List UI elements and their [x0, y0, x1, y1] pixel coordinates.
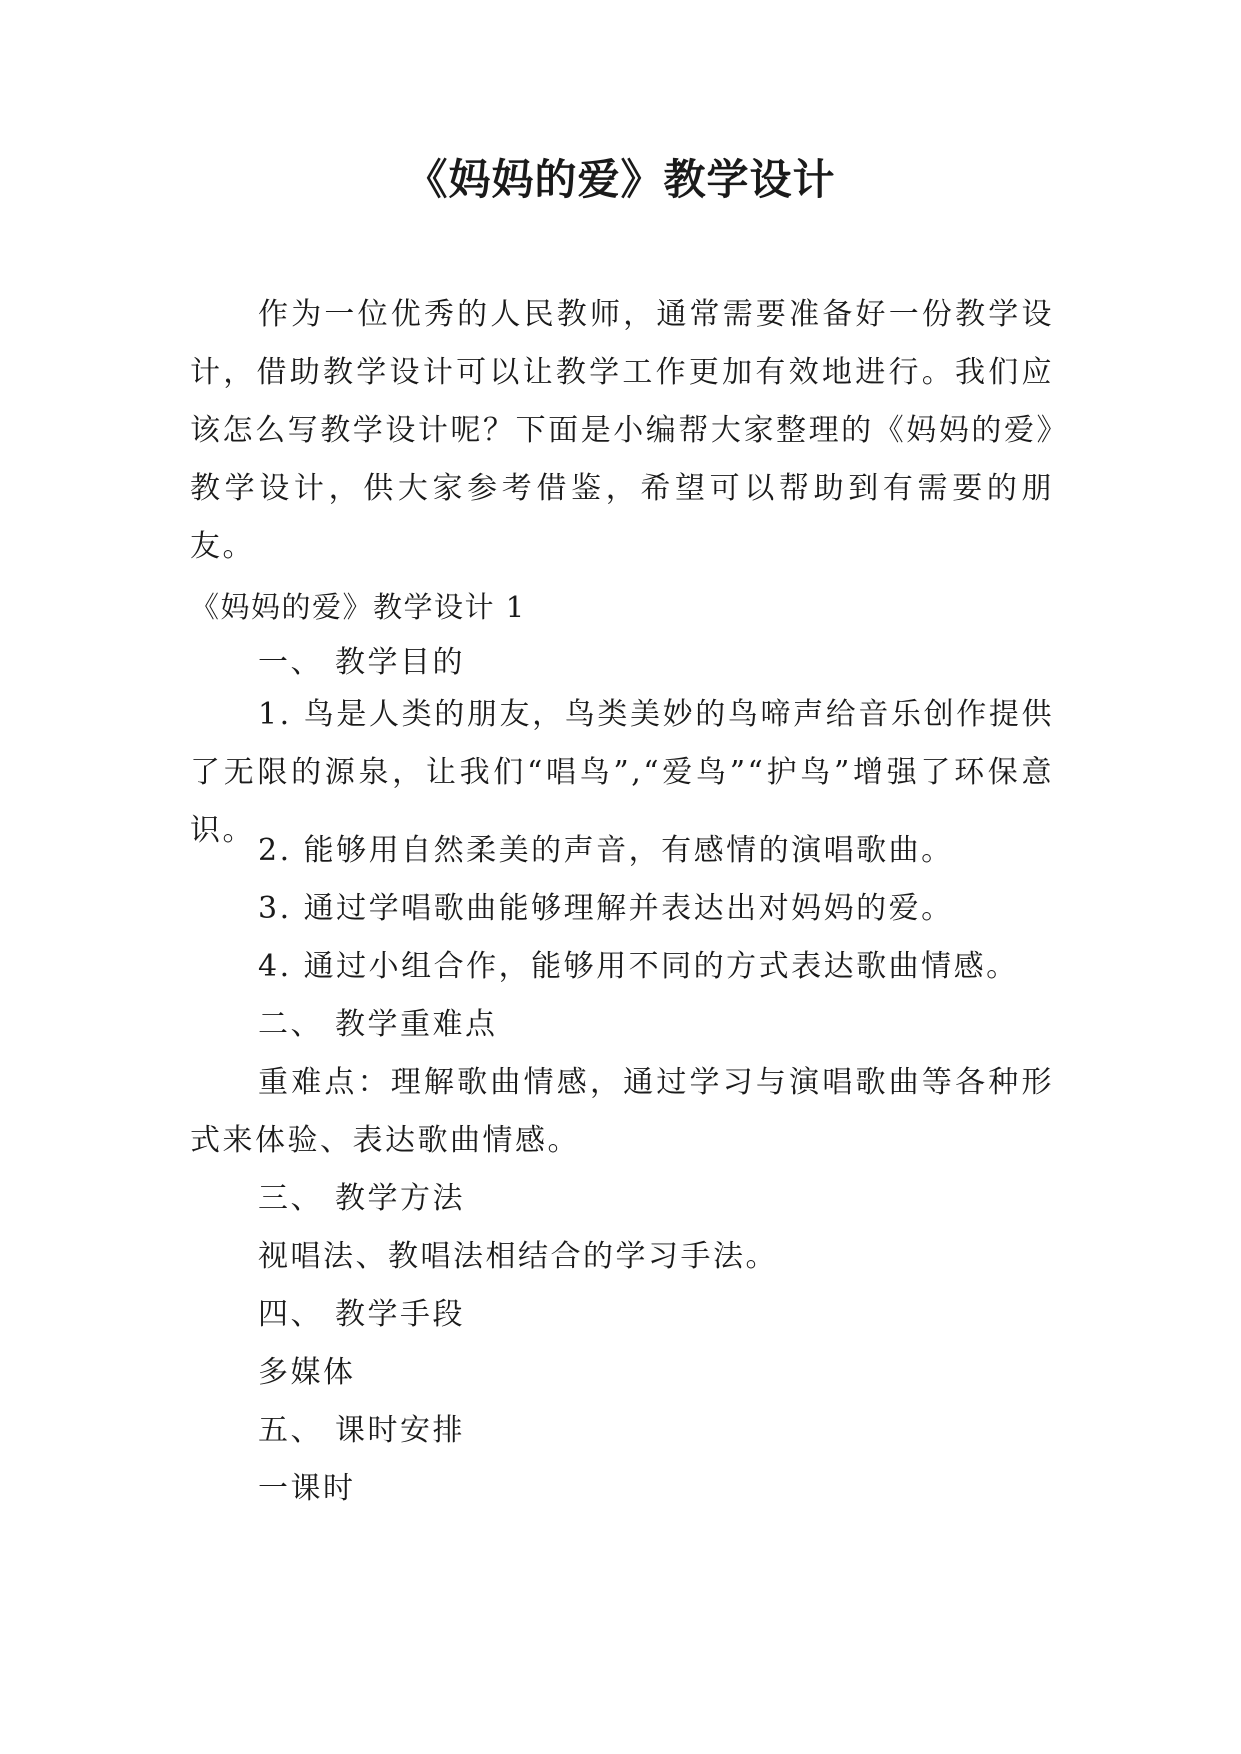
- heading-teaching-objectives: 一、 教学目的: [258, 645, 466, 680]
- heading-class-schedule: 五、 课时安排: [258, 1413, 466, 1448]
- objective-4: 4. 通过小组合作，能够用不同的方式表达歌曲情感。: [258, 949, 1019, 984]
- section-title: 《妈妈的爱》教学设计 1: [190, 590, 526, 624]
- key-difficulties-text: 重难点：理解歌曲情感，通过学习与演唱歌曲等各种形式来体验、表达歌曲情感。: [190, 1065, 1054, 1158]
- teaching-methods-text: 视唱法、教唱法相结合的学习手法。: [258, 1239, 778, 1274]
- heading-teaching-means: 四、 教学手段: [258, 1297, 466, 1332]
- document-title: 《妈妈的爱》教学设计: [405, 155, 836, 204]
- heading-teaching-methods: 三、 教学方法: [258, 1181, 466, 1216]
- objective-3: 3. 通过学唱歌曲能够理解并表达出对妈妈的爱。: [258, 891, 954, 926]
- objective-2: 2. 能够用自然柔美的声音，有感情的演唱歌曲。: [258, 833, 954, 868]
- class-schedule-text: 一课时: [258, 1471, 356, 1506]
- heading-key-difficulties: 二、 教学重难点: [258, 1007, 498, 1042]
- objective-1: 1. 鸟是人类的朋友，鸟类美妙的鸟啼声给音乐创作提供了无限的源泉，让我们“唱鸟”,“爱鸟”“护鸟”增强了环保意识。: [190, 697, 1054, 848]
- teaching-means-text: 多媒体: [258, 1355, 356, 1390]
- intro-paragraph: 作为一位优秀的人民教师，通常需要准备好一份教学设计，借助教学设计可以让教学工作更加有效地进行。我们应该怎么写教学设计呢？下面是小编帮大家整理的《妈妈的爱》教学设计，供大家参考借鉴，希望可以帮助到有需要的朋友。: [190, 297, 1054, 564]
